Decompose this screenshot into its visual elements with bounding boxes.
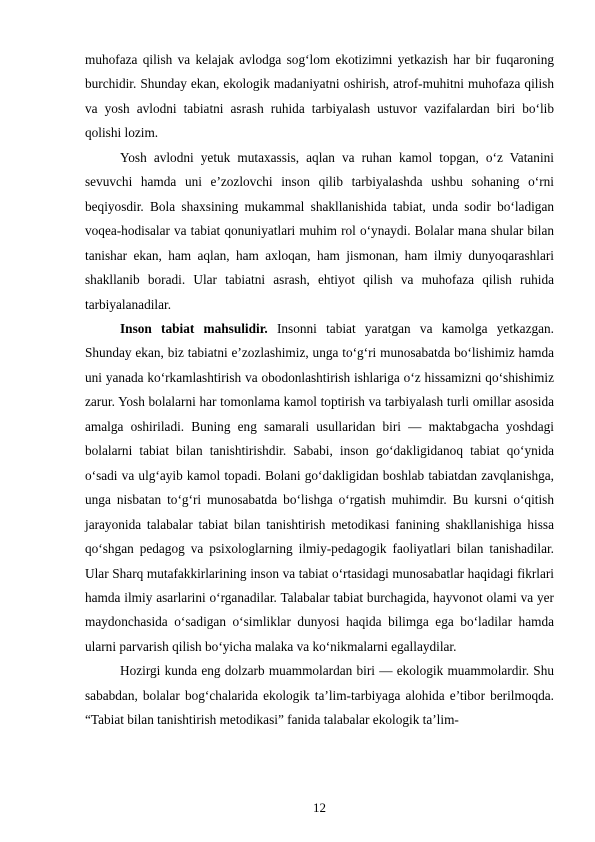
paragraph-4-text: Hozirgi kunda eng dolzarb muammolardan biri — ekologik muammolardir. Shu sababdan, bolalar bog‘chalarida ekologik ta’lim-tarbiyaga alohida e’tibor berilmoqda. “Tabiat bilan tanishtirish metodikasi” fanida talabalar ekologik ta’lim- <box>85 663 554 728</box>
paragraph-3 <box>85 317 554 659</box>
paragraph-4 <box>85 659 554 732</box>
paragraph-1-text: muhofaza qilish va kelajak avlodga sog‘lom ekotizimni yetkazish har bir fuqaroning burchidir. Shunday ekan, ekologik madaniyatni oshirish, atrof-muhitni muhofaza qilish va yosh avlodni tabiatni asrash ruhida tarbiyalash ustuvor vazifalardan biri bo‘lib qolishi lozim. <box>85 52 554 141</box>
document-page <box>85 48 554 733</box>
page-number: 12 <box>313 800 326 815</box>
paragraph-2 <box>85 146 554 317</box>
paragraph-1 <box>85 48 554 146</box>
paragraph-3-text: Insonni tabiat yaratgan va kamolga yetkazgan. Shunday ekan, biz tabiatni e’zozlashimiz, unga to‘g‘ri munosabatda bo‘lishimiz hamda uni yanada ko‘rkamlashtirish va obodonlashtirish ishlariga o‘z hissamizni qo‘shishimiz zarur. Yosh bolalarni har tomonlama kamol toptirish va tarbiyalash turli omillar asosida amalga oshiriladi. Buning eng samarali usullaridan biri — maktabgacha yoshdagi bolalarni tabiat bilan tanishtirishdir. Sababi, inson go‘dakligidanoq tabiat qo‘ynida o‘sadi va ulg‘ayib kamol topadi. Bolani go‘dakligidan boshlab tabiatdan zavqlanishga, unga nisbatan to‘g‘ri munosabatda bo‘lishga o‘rgatish muhimdir. Bu kursni o‘qitish jarayonida talabalar tabiat bilan tanishtirish metodikasi fanining shakllanishiga hissa qo‘shgan pedagog va psixologlarning ilmiy-pedagogik faoliyatlari bilan tanishadilar. Ular Sharq mutafakkirlarining inson va tabiat o‘rtasidagi munosabatlar haqidagi fikrlari hamda ilmiy asarlarini o‘rganadilar. Talabalar tabiat burchagida, hayvonot olami va yer maydonchasida o‘sadigan o‘simliklar dunyosi haqida bilimga ega bo‘ladilar hamda ularni parvarish qilish bo‘yicha malaka va ko‘nikmalarni egallaydilar. <box>85 320 554 654</box>
paragraph-3-lead: Inson tabiat mahsulidir. <box>120 320 268 336</box>
paragraph-2-text: Yosh avlodni yetuk mutaxassis, aqlan va ruhan kamol topgan, o‘z Vatanini sevuvchi hamda uni e’zozlovchi inson qilib tarbiyalashda ushbu sohaning o‘rni beqiyosdir. Bola shaxsining mukammal shakllanishida tabiat, unda sodir bo‘ladigan voqea-hodisalar va tabiat qonuniyatlari muhim rol o‘ynaydi. Bolalar mana shular bilan tanishar ekan, ham aqlan, ham axloqan, ham jismonan, ham ilmiy dunyoqarashlari shakllanib boradi. Ular tabiatni asrash, ehtiyot qilish va muhofaza qilish ruhida tarbiyalanadilar. <box>85 149 554 312</box>
